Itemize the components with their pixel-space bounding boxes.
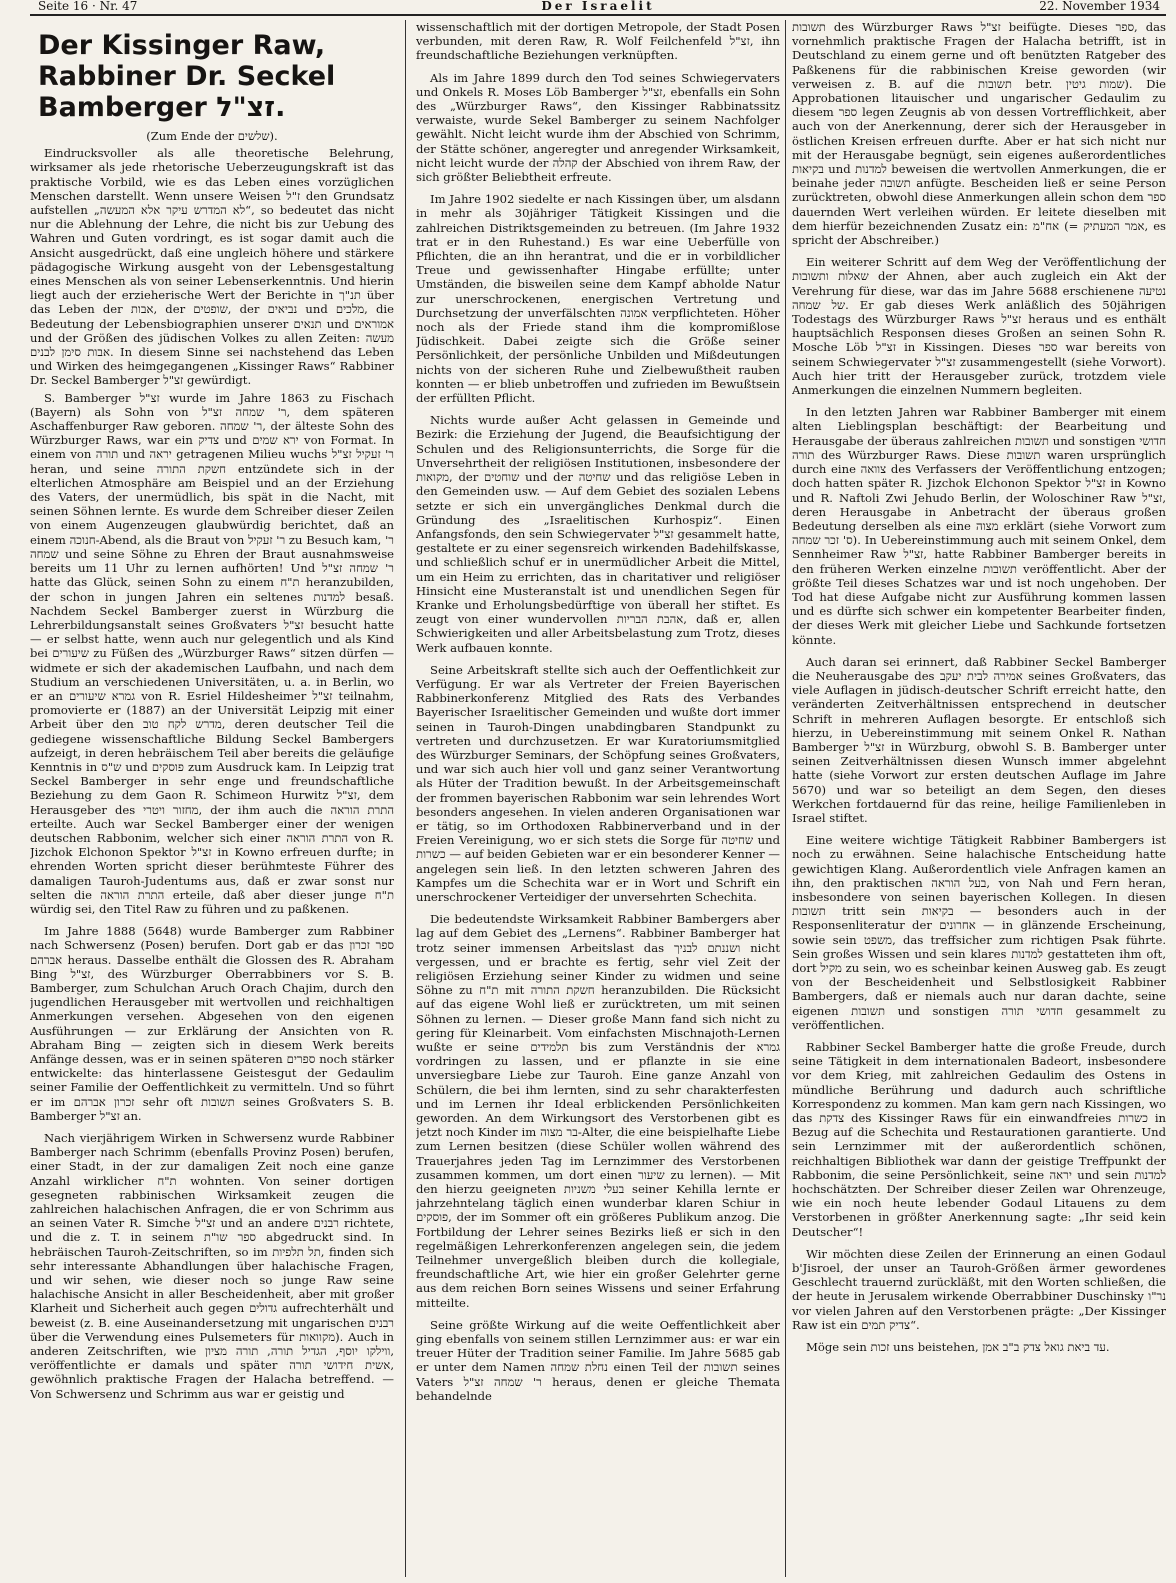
page-number: Seite 16 · Nr. 47 <box>38 0 138 13</box>
paragraph: Im Jahre 1888 (5648) wurde Bamberger zum Rabbiner nach Schwersenz (Posen) berufen. Dort gab er das ספר זכרון אברהם heraus. Dasselbe enthält die Glossen des R. Abraham Bing זצ"ל, des Würzburger Oberrabbiners vor S. B. Bamberger, zum Schulchan Aruch Orach Chajim, durch den jugendlichen Herausgeber mit wertvollen und reichhaltigen Anmerkungen versehen. Abgesehen von den eigenen Ausführungen — zur Erklärung der Ansichten von R. Abraham Bing — zeigten sich in diesem Werk bereits Anfänge dessen, was er in seinen späteren ספרים noch stärker entwickelte: das hinterlassene Geistesgut der Gedaulim seiner Familie der Oeffentlichkeit zu vermitteln. Und so führt er im זכרון אברהם sehr oft תשובות seines Großvaters S. B. Bamberger זצ"ל an. <box>30 924 394 1123</box>
masthead <box>30 0 1166 16</box>
article-column-3 <box>792 20 1166 1577</box>
article-column-2 <box>416 20 780 1577</box>
paragraph: S. Bamberger זצ"ל wurde im Jahre 1863 zu Fischach (Bayern) als Sohn von ר' שמחה זצ"ל, dem späteren Aschaffenburger Raw geboren. ר' שמחה, der älteste Sohn des Würzburger Raws, war ein צדיק und ירא שמים von Format. In einem von תורה und יראה getragenen Milieu wuchs ר' זעקיל זצ"ל heran, und seine חשקת התורה entzündete sich in der elterlichen Atmosphäre am Beispiel und an der Erziehung des Vaters, der unermüdlich, bis spät in die Nacht, mit seinen Söhnen lernte. Es wurde dem Schreiber dieser Zeilen von einem Augenzeugen glaubwürdig berichtet, daß an einem חנוכה-Abend, als die Braut von ר' זעקיל zu Besuch kam, ר' שמחה und seine Söhne zu Ehren der Braut ausnahmsweise bereits um 11 Uhr zu lernen aufhörten! Und ר' שמחה זצ"ל hatte das Glück, seinen Sohn zu einem ת"ח heranzubilden, der schon in jungen Jahren ein seltenes למדנות besaß. Nachdem Seckel Bamberger zuerst in Würzburg die Lehrerbildungsanstalt seines Großvaters זצ"ל besucht hatte — er selbst hatte, wenn auch nur gelegentlich und als Kind bei שיעורים zu Füßen des „Würzburger Raws“ sitzen dürfen — widmete er sich der akademischen Laufbahn, und nach dem Studium an verschiedenen Universitäten, u. a. in Berlin, wo er an גמרא שיעורים von R. Esriel Hildesheimer זצ"ל teilnahm, promovierte er (1887) an der Universität Leipzig mit einer Arbeit über den מדרש לקח טוב, deren deutscher Teil die gediegene wissenschaftliche Bildung Seckel Bambergers aufzeigt, in deren hebräischem Teil aber bereits die geläufige Kenntnis in ש"ס und פוסקים zum Ausdruck kam. In Leipzig trat Seckel Bamberger in sehr enge und freundschaftliche Beziehung zu dem Gaon R. Schimeon Hurwitz זצ"ל, dem Herausgeber des מחזור ויטרי, der ihm auch die התרת הוראה erteilte. Auch war Seckel Bamberger einer der wenigen deutschen Rabbonim, welcher sich einer התרת הוראה von R. Jizchok Elchonon Spektor זצ"ל in Kowno erfreuen durfte; in ehrenden Worten spricht dieser berühmteste Führer des damaligen Tauroh-Judentums aus, daß er zwar sonst nur selten die התרת הוראה erteile, daß aber dieser junge ת"ח würdig sei, den Titel Raw zu führen und zu paßkenen. <box>30 390 394 916</box>
paragraph: Die bedeutendste Wirksamkeit Rabbiner Bambergers aber lag auf dem Gebiet des „Lernens“. Rabbiner Bamberger hat trotz seiner immensen Arbeitslast das ושננתם לבניך nicht vergessen, und er brachte es fertig, sehr viel Zeit der religiösen Erziehung seiner Kinder zu widmen und seine Söhne zu ת"ח mit חשקת התורה heranzubilden. Die Rücksicht auf das eigene Wohl ließ er zurücktreten, um mit seinen Söhnen zu lernen. — Dieser große Mann fand sich nicht zu gering für Kleinarbeit. Vom einfachsten Mischnajoth-Lernen wußte er seine תלמידים bis zum Verständnis der גמרא vordringen zu lassen, und er pflanzte in sie eine unversiegbare Liebe zur Tauroh. Eine ganze Anzahl von Schülern, die bei ihm lernten, sind zu sehr charakterfesten und im Lernen ihr Ideal erblickenden Persönlichkeiten geworden. An dem Wirkungsort des Verstorbenen gibt es jetzt noch Kinder im בר מצוה-Alter, die eine beispielhafte Liebe zum Lernen besitzen (diese Schüler wollen während des Trauerjahres jeden Tag im Lernzimmer des Verstorbenen zusammen kommen, um dort einen שיעור zu lernen). — Mit den hierzu geeigneten בעלי משניות seiner Kehilla lernte er jahrzehntelang täglich einen wunderbar klaren Schiur in פוסקים, der im Sommer oft ein größeres Publikum anzog. Die Fortbildung der Lehrer seines Bezirks ließ er sich in den regelmäßigen Lehrerkonferenzen angelegen sein, die jedem Teilnehmer unvergeßlich bleiben durch die kollegiale, freundschaftliche Art, wie hier ein großer Gelehrter gerne aus dem reichen Born seines Wissens und seiner Erfahrung mitteilte. <box>416 912 780 1310</box>
paragraph: Auch daran sei erinnert, daß Rabbiner Seckel Bamberger die Neuherausgabe des אמירה לבית יעקב seines Großvaters, das viele Auflagen in jüdisch-deutscher Schrift erreicht hatte, den veränderten Zeitverhältnissen entsprechend in deutscher Schrift in mehreren Auflagen besorgte. Er entschloß sich hierzu, in Uebereinstimmung mit seinem Onkel R. Nathan Bamberger זצ"ל in Würzburg, obwohl S. B. Bamberger unter seinen Zeitverhältnissen diesen Wunsch immer abgelehnt hatte (siehe Vorwort zur ersten deutschen Auflage im Jahre 5670) und war so beteiligt an dem Segen, den dieses Werkchen fortdauernd für das reine, heilige Familienleben in Israel stiftet. <box>792 654 1166 825</box>
column-divider <box>785 20 786 1577</box>
paragraph: Im Jahre 1902 siedelte er nach Kissingen über, um alsdann in mehr als 30jähriger Tätigkeit Kissingen und die zahlreichen Distriktsgemeinden zu betreuen. (Im Jahre 1932 trat er in den Ruhestand.) Es war eine Ueberfülle von Pflichten, die an ihn herantrat, und die er in vorbildlicher Treue und gewissenhafter Hingabe erfüllte; unter Umständen, die bisweilen seine dem Kampf abholde Natur zur unerschrockenen, energischen Vertretung und Durchsetzung der unverfälschten אמונה verpflichteten. Höher noch als der Friede stand ihm die kompromißlose Jüdischkeit. Dabei zeigte sich die Größe seiner Persönlichkeit, der persönliche Unbilden und Mißdeutungen nichts von der sicheren Ruhe und Zielbewußtheit rauben konnten — er blieb unbetroffen und zufrieden im Bewußtsein der erfüllten Pflicht. <box>416 192 780 406</box>
newspaper-title: Der Israelit <box>541 0 655 13</box>
paragraph: Rabbiner Seckel Bamberger hatte die große Freude, durch seine Tätigkeit in dem internationalen Badeort, insbesondere vor dem Krieg, mit zahlreichen Gedaulim des Ostens in mündliche Berührung und dadurch auch schriftliche Korrespondenz zu kommen. Man kam gern nach Kissingen, wo das צדקת des Kissinger Raws für ein einwandfreies כשרות in Bezug auf die Schechita und Restaurationen garantierte. Und sein Lernzimmer mit der außerordentlich schönen, reichhaltigen Bibliothek war dann der geistige Treffpunkt der Rabbonim, die seine Persönlichkeit, seine יראה und sein למדנות hochschätzten. Der Schreiber dieser Zeilen war Ohrenzeuge, wie ein noch heute lebender Godaul Litauens zu dem Verstorbenen in größter Anerkennung sagte: „Ihr seid kein Deutscher“! <box>792 1040 1166 1239</box>
paragraph: Nach vierjährigem Wirken in Schwersenz wurde Rabbiner Bamberger nach Schrimm (ebenfalls Provinz Posen) berufen, einer Stadt, in der zur damaligen Zeit noch eine ganze Anzahl wirklicher ת"ח wohnten. Von seiner dortigen gesegneten rabbinischen Wirksamkeit zeugen die zahlreichen halachischen Anfragen, die er von Schrimm aus an seinen Vater R. Simche זצ"ל und an andere רבנים richtete, und die z. T. in seinem ספר שו"ת abgedruckt sind. In hebräischen Tauroh-Zeitschriften, so im תל תלפיות, finden sich sehr interessante Abhandlungen über halachische Fragen, und wir sehen, wie dieser noch so junge Raw seine halachische Ansicht in aller Bescheidenheit, aber mit großer Klarheit und Sicherheit auch gegen גדולים aufrechterhält und beweist (z. B. eine Auseinandersetzung mit ungarischen רבנים über die Verwendung eines Pulsemeters für מקוואות). Auch in anderen Zeitschriften, wie ווילקו יוסף, הגדיל תורה, תורה מציון, veröffentlichte er damals und später אשית חידושי תורה, gewöhnlich praktische Fragen der Halacha betreffend. — Von Schwersenz und Schrimm aus war er geistig und <box>30 1131 394 1401</box>
paragraph: Nichts wurde außer Acht gelassen in Gemeinde und Bezirk: die Erziehung der Jugend, die Beaufsichtigung der Schulen und des Religionsunterrichts, die Sorge für die Unversehrtheit der religiösen Institutionen, insbesondere der מקואות, der שוחטים und der שחיטה und das religiöse Leben in den Gemeinden usw. — Auf dem Gebiet des sozialen Lebens setzte er sich ein unvergängliches Denkmal durch die Gründung des „Israelitischen Kurhospiz“. Einen Anfangsfonds, den sein Schwiegervater זצ"ל gesammelt hatte, gestaltete er zu einer segensreich wirkenden Badehilfskasse, und schließlich schuf er in unermüdlicher Arbeit die Mittel, um ein Heim zu errichten, das in charitativer und religiöser Hinsicht eine Musteranstalt ist und unendlichen Segen für Kranke und Erholungsbedürftige von überall her stiftet. Es zeugt von einer wundervollen אהבת הבריות, daß er, allen Schwierigkeiten und aller Arbeitsbelastung zum Trotz, dieses Werk aufbauen konnte. <box>416 413 780 655</box>
paragraph: תשובות des Würzburger Raws זצ"ל beifügte. Dieses ספר, das vornehmlich praktische Fragen der Halacha betrifft, ist in Deutschland zu einem gerne und oft benützten Ratgeber des Paßkenens für die rabbinischen Kreise geworden (wir verweisen z. B. auf die תשובות betr. שמות גיטין). Die Approbationen litauischer und ungarischer Gedaulim zu diesem ספר legen Zeugnis ab von dessen Vortrefflichkeit, aber auch von der Anerkennung, derer sich der Herausgeber in östlichen Kreisen erfreuen durfte. Aber er hat sich nicht nur mit der Herausgabe begnügt, sein eigenes außerordentliches בקיאות und למדנות beweisen die wertvollen Anmerkungen, die er beinahe jeder תשובה anfügte. Bescheiden ließ er seine Person zurücktreten, obwohl diese Anmerkungen allein schon dem ספר dauernden Wert verleihen würden. Er leitete dieselben mit dem hierfür bezeichnenden Zusatz ein: אח"מ (= אמר המעתיק, es spricht der Abschreiber.) <box>792 20 1166 248</box>
closing-blessing: Möge sein זכות uns beistehen, עד ביאת גואל צדק ב"ב אמן. <box>806 1340 1110 1355</box>
column-divider <box>405 20 406 1577</box>
article-subtitle: (Zum Ende der שלשים). <box>146 129 278 143</box>
article-headline: Der Kissinger Raw, Rabbiner Dr. Seckel Bamberger זצ"ל. <box>38 30 336 123</box>
paragraph: Seine größte Wirkung auf die weite Oeffentlichkeit aber ging ebenfalls von seinem stillen Lernzimmer aus: er war ein treuer Hüter der Tradition seiner Familie. Im Jahre 5685 gab er unter dem Namen נחלת שמחה einen Teil der תשובות seines Vaters ר' שמחה זצ"ל heraus, denen er gleiche Themata behandelnde <box>416 1317 780 1403</box>
paragraph: Eindrucksvoller als alle theoretische Belehrung, wirksamer als jede rhetorische Ueberzeugungskraft ist das praktische Vorbild, wie es das Leben eines vorzüglichen Menschen darstellt. Wenn unsere Weisen ז"ל den Grundsatz aufstellen „לא המדרש עיקר אלא המעשה“, so bedeutet das nicht nur die Ablehnung der Lehre, die nicht bis zur Uebung des Wahren und Guten vordringt, es ist sogar damit auch die Ansicht ausgedrückt, daß eine ungleich höhere und stärkere pädagogische Wirkung ausgeht von der Lebensgestaltung eines Menschen als von seiner Lebenserkenntnis. Und hierin liegt auch der erzieherische Wert der Berichte in תנ"ך über das Leben der אבות, der שופטים, der נביאים und מלכים, die Bedeutung der Lebensbiographien unserer תנאים und אמוראים und der Größen des jüdischen Volkes zu allen Zeiten: מעשה אבות סימן לבנים. In diesem Sinne sei nachstehend das Leben und Wirken des heimgegangenen „Kissinger Raws“ Rabbiner Dr. Seckel Bamberger זצ"ל gewürdigt. <box>30 146 394 388</box>
paragraph: Eine weitere wichtige Tätigkeit Rabbiner Bambergers ist noch zu erwähnen. Seine halachische Entscheidung hatte gewichtigen Klang. Außerordentlich viele Anfragen kamen an ihn, den praktischen בעל הוראה, von Nah und Fern heran, insbesondere von seinen bayerischen Kollegen. In diesen תשובות tritt sein בקיאות — besonders auch in der Responsenliteratur der אחרונים — in glänzende Erscheinung, sowie sein משפט, das treffsicher zum richtigen Psak führte. Sein großes Wissen und sein klares למדנות gestatteten ihm oft, dort מקיל zu sein, wo es scheinbar keinen Ausweg gab. Es zeugt von der Bescheidenheit und Selbstlosigkeit Rabbiner Bambergers, daß er niemals auch nur daran dachte, seine eigenen תשובות und sonstigen חדושי תורה gesammelt zu veröffentlichen. <box>792 833 1166 1032</box>
article-column-1 <box>30 20 394 1577</box>
paragraph: Ein weiterer Schritt auf dem Weg der Veröffentlichung der שאלות ותשובות der Ahnen, aber auch zugleich ein Akt der Verehrung für diese, war das im Jahre 5688 erschienene נטיעה של שמחה. Er gab dieses Werk anläßlich des 50jährigen Todestags des Würzburger Raws זצ"ל heraus und es enthält hauptsächlich Responsen dieses Großen an seinen Sohn R. Mosche Löb זצ"ל in Kissingen. Dieses ספר war bereits von seinem Schwiegervater זצ"ל zusammengestellt (siehe Vorwort). Auch hier tritt der Herausgeber zurück, trotzdem viele Anmerkungen die einzelnen Nummern begleiten. <box>792 255 1166 398</box>
paragraph: Seine Arbeitskraft stellte sich auch der Oeffentlichkeit zur Verfügung. Er war als Vertreter der Freien Bayerischen Rabbinerkonferenz Mitglied des Rats des Verbandes Bayerischer Israelitischer Gemeinden und wußte dort immer seinen in Tauroh-Dingen unabdingbaren Standpunkt zu vertreten und durchzusetzen. Er war Kuratoriumsmitglied des Würzburger Seminars, der Schöpfung seines Großvaters, und war sich auch hier voll und ganz seiner Verantwortung als Hüter der Tradition bewußt. In der Arbeitsgemeinschaft der frommen bayerischen Rabbonim war sein lehrendes Wort besonders angesehen. In vielen anderen Organisationen war er tätig, so im Orthodoxen Rabbinerverband und in der Freien Vereinigung, wo er sich stets die Sorge für שחיטה und כשרות — auf beiden Gebieten war er ein besonderer Kenner — angelegen sein ließ. In den letzten schweren Jahren des Kampfes um die Schechita war er in Wort und Schrift ein unerschrockener Verteidiger der unversehrten Schechita. <box>416 662 780 904</box>
paragraph: In den letzten Jahren war Rabbiner Bamberger mit einem alten Lieblingsplan beschäftigt: der Bearbeitung und Herausgabe der überaus zahlreichen תשובות und sonstigen חדושי תורה des Würzburger Raws. Diese תשובות waren ursprünglich durch eine צוואה des Verfassers der Veröffentlichung entzogen; doch hatten später R. Jizchok Elchonon Spektor זצ"ל in Kowno und R. Naftoli Zwi Jehudo Berlin, der Woloschiner Raw זצ"ל, deren Herausgabe in Anbetracht der überaus großen Bedeutung derselben als eine מצוה erklärt (siehe Vorwort zum ס' זכר שמחה). In Uebereinstimmung auch mit seinem Onkel, dem Sennheimer Raw זצ"ל, hatte Rabbiner Bamberger bereits in den früheren Werken einzelne תשובות veröffentlicht. Aber der größte Teil dieses Schatzes war und ist noch ungehoben. Der Tod hat diese Aufgabe nicht zur Ausführung kommen lassen und es dürfte sich schwer ein kompetenter Bearbeiter finden, der dieses Werk mit gleicher Liebe und Sachkunde fortsetzen könnte. <box>792 405 1166 647</box>
paragraph: wissenschaftlich mit der dortigen Metropole, der Stadt Posen verbunden, mit deren Raw, R. Wolf Feilchenfeld זצ"ל, ihn freundschaftliche Beziehungen verknüpften. <box>416 20 780 63</box>
paragraph: Wir möchten diese Zeilen der Erinnerung an einen Godaul b'Jisroel, der unser an Tauroh-Größen ärmer gewordenes Geschlecht trauernd zurückläßt, mit den Worten schließen, die der heute in Jerusalem wirkende Oberrabbiner Duschinsky נר"ו vor vielen Jahren auf den Verstorbenen prägte: „Der Kissinger Raw ist ein צדיק תמים“. <box>792 1246 1166 1332</box>
issue-date: 22. November 1934 <box>1039 0 1160 13</box>
paragraph: Als im Jahre 1899 durch den Tod seines Schwiegervaters und Onkels R. Moses Löb Bamberger זצ"ל, ebenfalls ein Sohn des „Würzburger Raws“, den Kissinger Rabbinatssitz verwaiste, wurde Sekel Bamberger zu seinem Nachfolger gewählt. Nicht leicht wurde ihm der Abschied von Schrimm, der Stätte schöner, angeregter und anregender Wirksamkeit, nicht leicht wurde der קהלה der Abschied von ihrem Raw, der sich größter Beliebtheit erfreute. <box>416 70 780 185</box>
